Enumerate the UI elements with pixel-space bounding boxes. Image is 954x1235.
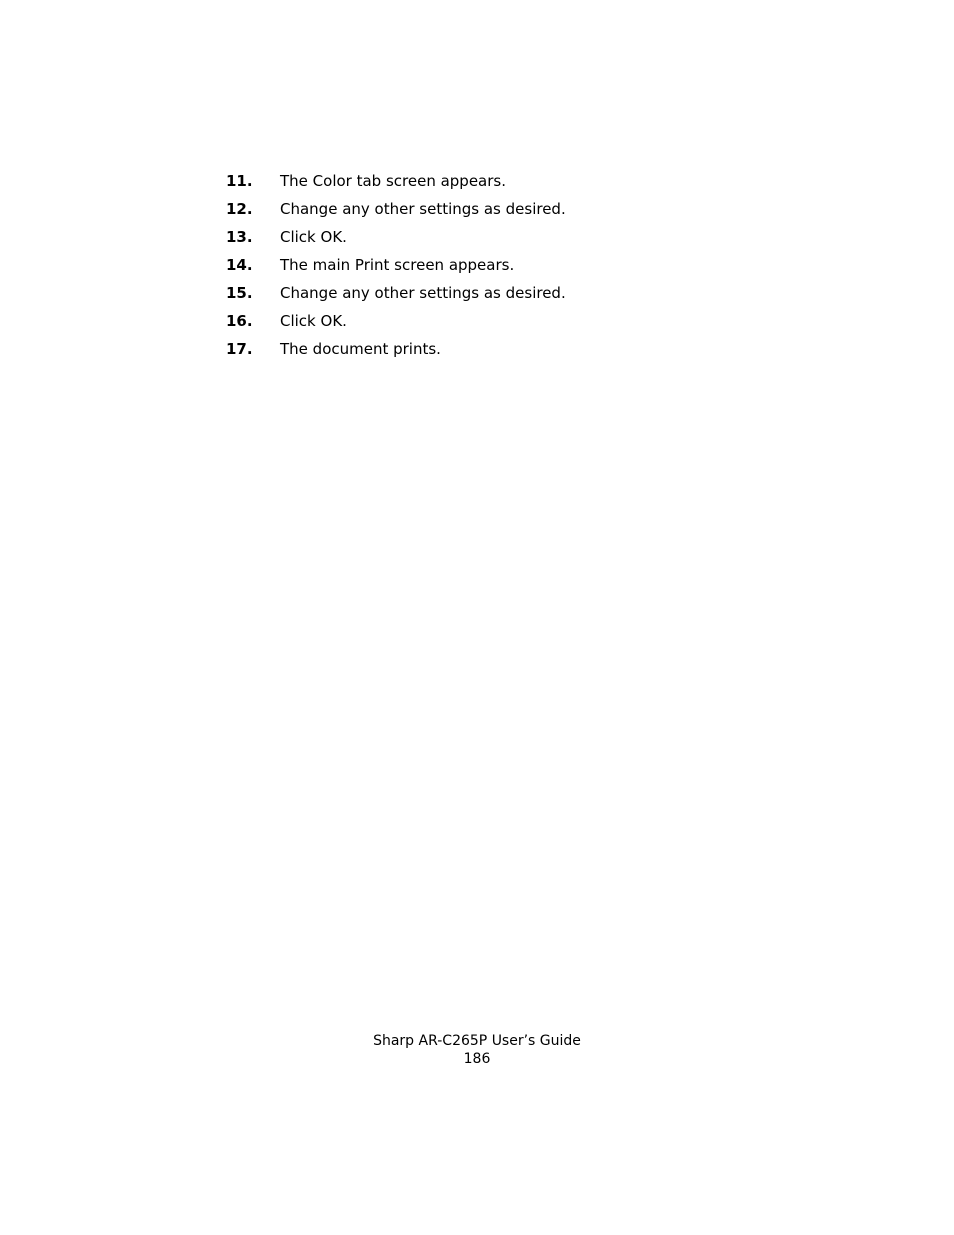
- step-number: 16.: [226, 312, 253, 330]
- page-number: 186: [463, 1051, 491, 1067]
- step-item: [226, 225, 566, 253]
- step-number: 17.: [226, 340, 253, 358]
- step-number: 14.: [226, 256, 253, 274]
- step-item: [226, 169, 566, 197]
- step-number: 12.: [226, 200, 253, 218]
- step-item: [226, 253, 566, 281]
- step-item: [226, 337, 566, 365]
- step-text: Change any other settings as desired.: [280, 200, 566, 218]
- page-footer: [0, 1032, 954, 1068]
- step-number: 15.: [226, 284, 253, 302]
- step-item: [226, 281, 566, 309]
- step-number: 13.: [226, 228, 253, 246]
- step-text: The Color tab screen appears.: [280, 172, 506, 190]
- step-item: [226, 309, 566, 337]
- footer-title: Sharp AR-C265P User’s Guide: [373, 1033, 581, 1049]
- instruction-steps: [226, 169, 566, 365]
- step-item: [226, 197, 566, 225]
- step-text: The document prints.: [280, 340, 441, 358]
- step-text: The main Print screen appears.: [280, 256, 515, 274]
- step-number: 11.: [226, 172, 253, 190]
- step-text: Click OK.: [280, 228, 347, 246]
- step-text: Click OK.: [280, 312, 347, 330]
- step-text: Change any other settings as desired.: [280, 284, 566, 302]
